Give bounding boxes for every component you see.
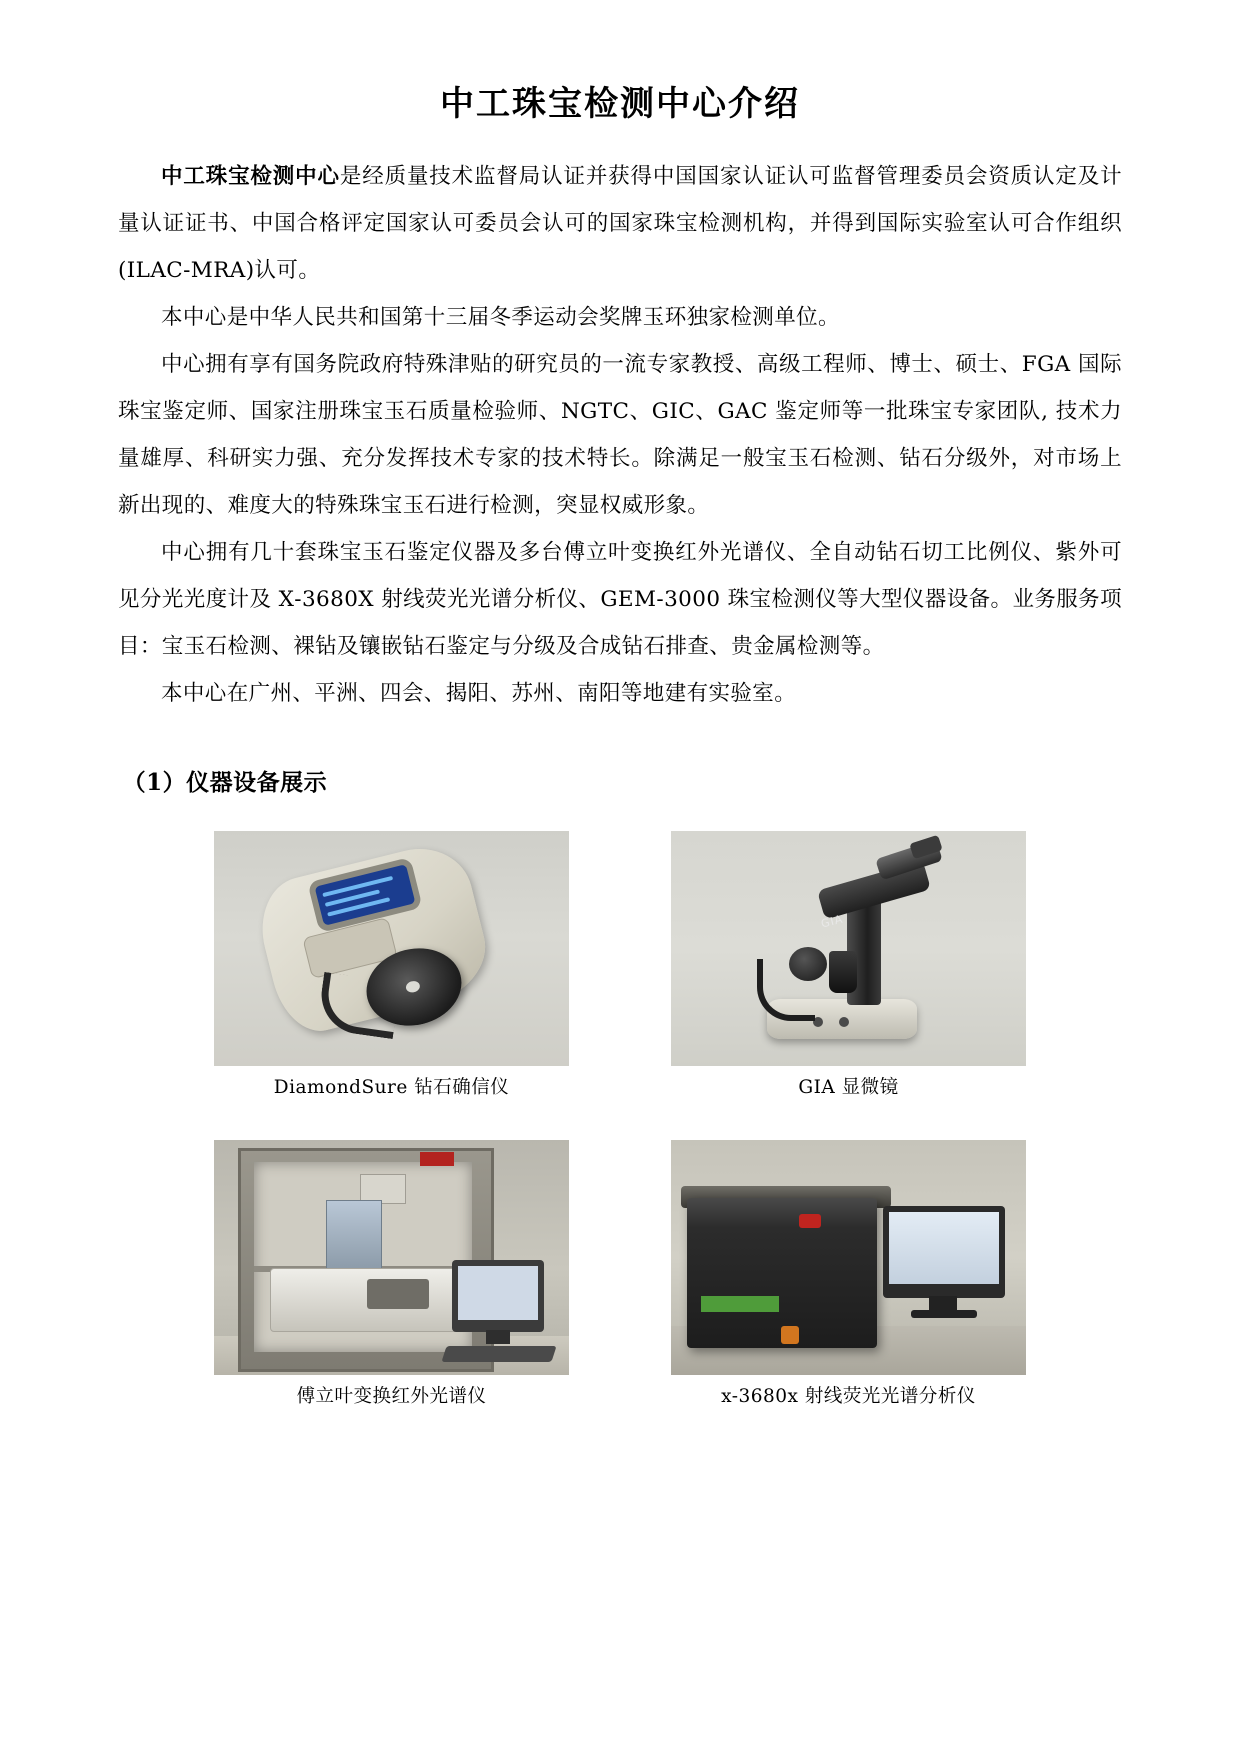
gallery-row-2 (174, 1124, 1066, 1433)
paragraph-1 (118, 153, 1122, 294)
section-heading-equipment: （1）仪器设备展示 (122, 769, 328, 796)
computer-keyboard (441, 1346, 556, 1362)
gia-brand-label: GIA (819, 912, 845, 931)
spectrometer-unit (270, 1268, 458, 1332)
monitor-stand (486, 1330, 510, 1344)
paragraph-3: 中心拥有享有国务院政府特殊津贴的研究员的一流专家教授、高级工程师、博士、硕士、FGA 国际珠宝鉴定师、国家注册珠宝玉石质量检验师、NGTC、GIC、GAC 鉴定师等一批珠宝专家团队, 技术力量雄厚、科研实力强、充分发挥技术专家的技术特长。除满足一般宝玉石检测、钻石分级外，对市场上新出现的、难度大的特殊珠宝玉石进行检测，突显权威形象。 (118, 352, 1122, 518)
figure-caption: DiamondSure 钻石确信仪 (273, 1077, 510, 1098)
gallery-row-1 (174, 815, 1066, 1124)
paragraph-5: 本中心在广州、平洲、四会、揭阳、苏州、南阳等地建有实验室。 (161, 681, 797, 706)
computer-monitor (452, 1260, 544, 1332)
microscope-cable (757, 959, 815, 1021)
figure-caption: x-3680x 射线荧光光谱分析仪 (721, 1386, 976, 1407)
paragraph-1-lead: 中工珠宝检测中心 (161, 164, 340, 189)
paragraph-2: 本中心是中华人民共和国第十三届冬季运动会奖牌玉环独家检测单位。 (161, 305, 840, 330)
figure-xrf-analyzer (671, 1140, 1026, 1417)
analyzer-power-button (799, 1214, 821, 1228)
figure-gia-microscope (671, 831, 1026, 1108)
monitor-base (911, 1310, 977, 1318)
gia-microscope-image (671, 831, 1026, 1066)
figure-ftir-spectrometer (214, 1140, 569, 1417)
figure-caption: 傅立叶变换红外光谱仪 (296, 1386, 487, 1407)
paragraph-4: 中心拥有几十套珠宝玉石鉴定仪器及多台傅立叶变换红外光谱仪、全自动钻石切工比例仪、紫外可见分光光度计及 X‑3680X 射线荧光光谱分析仪、GEM‑3000 珠宝检测仪等大型仪器设备。业务服务项目：宝玉石检测、裸钻及镶嵌钻石鉴定与分级及合成钻石排查、贵金属检测等。 (118, 540, 1122, 659)
ftir-spectrometer-image (214, 1140, 569, 1375)
computer-monitor (883, 1206, 1005, 1298)
analyzer-orange-button (781, 1326, 799, 1344)
cabinet-red-label (420, 1152, 454, 1166)
microscope-objective-lens (829, 951, 857, 993)
xrf-analyzer-image (671, 1140, 1026, 1375)
page-title: 中工珠宝检测中心介绍 (440, 84, 800, 124)
figure-caption: GIA 显微镜 (798, 1077, 899, 1098)
figure-diamondsure-device (214, 831, 569, 1108)
analyzer-green-indicator (701, 1296, 779, 1312)
equipment-gallery (118, 815, 1122, 1433)
spectrometer-riser (326, 1200, 382, 1272)
paragraph-1-text: 是经质量技术监督局认证并获得中国国家认证认可监督管理委员会资质认定及计量认证证书、中国合格评定国家认可委员会认可的国家珠宝检测机构，并得到国际实验室认可合作组织(ILAC-MRA)认可。 (118, 164, 1122, 283)
diamondsure-device-image (214, 831, 569, 1066)
